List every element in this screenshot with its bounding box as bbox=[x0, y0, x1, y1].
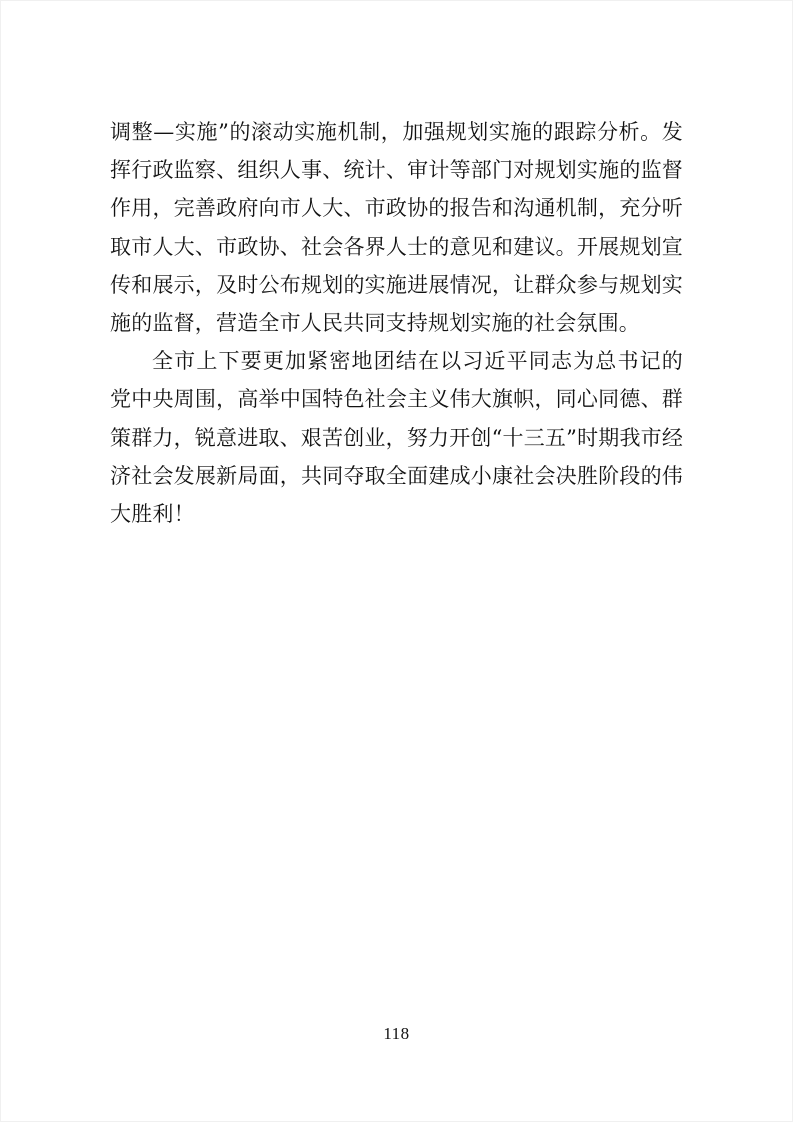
text-line: 取市人大、市政协、社会各界人士的意见和建议。开展规划宣 bbox=[110, 234, 683, 259]
text-line: 党中央周围，高举中国特色社会主义伟大旗帜，同心同德、群 bbox=[110, 387, 683, 412]
text-line: 策群力，锐意进取、艰苦创业，努力开创“十三五”时期我市经 bbox=[110, 425, 684, 450]
paragraph-1 bbox=[110, 113, 683, 342]
text-line: 全市上下要更加紧密地团结在以习近平同志为总书记的 bbox=[152, 349, 683, 374]
text-line: 调整—实施”的滚动实施机制，加强规划实施的跟踪分析。发 bbox=[110, 120, 683, 144]
text-line: 传和展示，及时公布规划的实施进展情况，让群众参与规划实 bbox=[110, 272, 683, 297]
text-line: 济社会发展新局面，共同夺取全面建成小康社会决胜阶段的伟 bbox=[110, 463, 683, 488]
text-line: 大胜利！ bbox=[110, 502, 195, 527]
text-line: 挥行政监察、组织人事、统计、审计等部门对规划实施的监督 bbox=[110, 158, 683, 183]
text-line: 施的监督，营造全市人民共同支持规划实施的社会氛围。 bbox=[110, 311, 640, 336]
text-line: 作用，完善政府向市人大、市政协的报告和沟通机制，充分听 bbox=[110, 196, 683, 221]
body-text bbox=[110, 113, 683, 533]
paragraph-2 bbox=[110, 342, 683, 533]
page-number: 118 bbox=[383, 1024, 410, 1043]
